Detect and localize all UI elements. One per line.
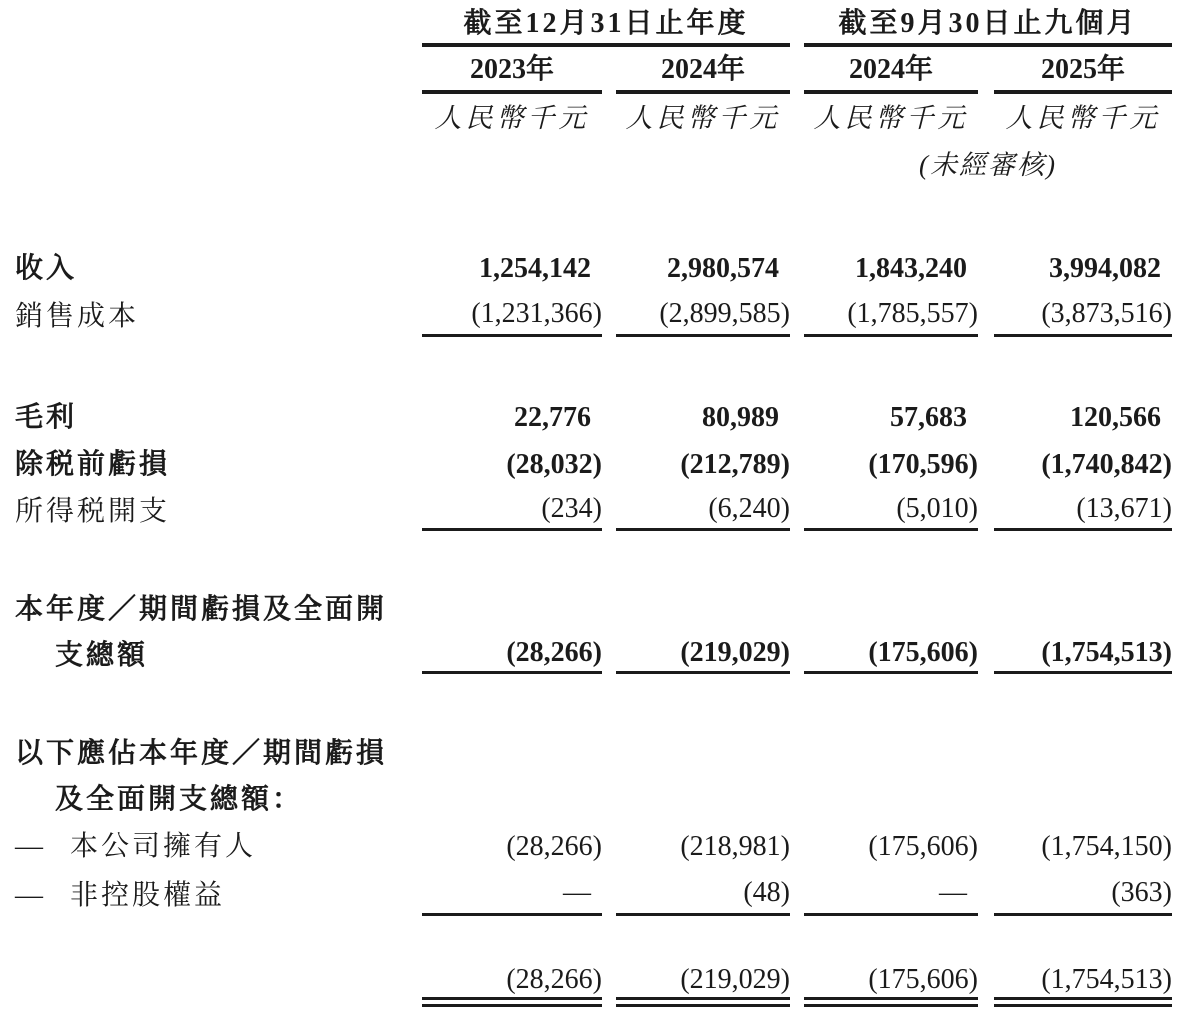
row-label: 除税前虧損: [15, 449, 171, 480]
row-label: — 本公司擁有人: [15, 831, 257, 862]
value-cell: 1,843,240: [855, 253, 967, 284]
value-cell: 2,980,574: [667, 253, 779, 284]
value-cell: —: [422, 873, 602, 916]
value-cell: (175,606): [868, 831, 978, 862]
table-row-attributable-heading-line1: [0, 731, 1172, 777]
value-cell: 57,683: [890, 402, 967, 433]
unit-header-col3: 人民幣千元: [813, 103, 969, 133]
value-cell: (234): [422, 490, 602, 531]
value-cell: (1,740,842): [1041, 449, 1172, 480]
unaudited-note-row: [0, 142, 1172, 188]
value-cell: (1,785,557): [804, 294, 978, 337]
row-label: 收入: [15, 253, 78, 284]
column-group-year-ended-dec31: 截至12月31日止年度: [422, 1, 790, 47]
row-label: 本年度／期間虧損及全面開: [15, 594, 388, 625]
value-cell: (28,266): [422, 635, 602, 674]
column-group-header-row: [0, 0, 1172, 47]
table-row-cost-of-sales: [0, 292, 1172, 337]
section-heading-continued: 及全面開支總額：: [55, 784, 304, 815]
spacer: [0, 188, 1172, 245]
value-cell: 3,994,082: [1049, 253, 1161, 284]
table-row-attributable-heading-line2: [0, 777, 1172, 823]
unaudited-note: (未經審核): [919, 150, 1057, 180]
value-cell: 1,254,142: [479, 253, 591, 284]
table-row-total-loss: [0, 632, 1172, 674]
value-cell: (3,873,516): [994, 294, 1172, 337]
value-cell: (48): [616, 873, 790, 916]
value-cell: 80,989: [702, 402, 779, 433]
value-cell: (218,981): [680, 831, 790, 862]
value-cell: 22,776: [514, 402, 591, 433]
row-label: — 非控股權益: [15, 880, 226, 911]
value-cell: 120,566: [1070, 402, 1161, 433]
value-cell: (175,606): [804, 635, 978, 674]
value-cell: (219,029): [616, 963, 790, 1007]
value-cell: (28,266): [506, 831, 602, 862]
row-label-continued: 支總額: [55, 640, 149, 671]
spacer: [0, 337, 1172, 394]
value-cell: (1,754,513): [994, 963, 1172, 1007]
value-cell: (5,010): [804, 490, 978, 531]
spacer: [0, 531, 1172, 584]
row-label: 銷售成本: [15, 301, 140, 332]
value-cell: (219,029): [616, 635, 790, 674]
column-group-nine-months-sep30: 截至9月30日止九個月: [804, 1, 1172, 47]
value-cell: (13,671): [994, 490, 1172, 531]
unit-header-col1: 人民幣千元: [434, 103, 590, 133]
table-row-owners-of-the-company: [0, 823, 1172, 871]
year-header-2023: 2023年: [422, 47, 602, 94]
table-row-total-loss-label-line1: [0, 584, 1172, 632]
value-cell: (1,231,366): [422, 294, 602, 337]
table-row-gross-profit: [0, 394, 1172, 441]
value-cell: (28,032): [506, 449, 602, 480]
value-cell: (170,596): [868, 449, 978, 480]
year-header-2024-9m: 2024年: [804, 47, 978, 94]
row-label: 毛利: [15, 402, 78, 433]
row-label: 所得税開支: [15, 496, 171, 527]
table-row-revenue: [0, 245, 1172, 292]
unit-header-col2: 人民幣千元: [625, 103, 781, 133]
spacer: [0, 916, 1172, 960]
value-cell: (1,754,150): [1041, 831, 1172, 862]
table-row-income-tax-expense: [0, 488, 1172, 531]
year-header-row: [0, 47, 1172, 93]
section-heading: 以下應佔本年度／期間虧損: [15, 738, 388, 769]
value-cell: —: [804, 873, 978, 916]
value-cell: (363): [994, 873, 1172, 916]
year-header-2024-full: 2024年: [616, 47, 790, 94]
unit-header-row: [0, 93, 1172, 142]
value-cell: (2,899,585): [616, 294, 790, 337]
value-cell: (212,789): [680, 449, 790, 480]
table-row-grand-total: [0, 960, 1172, 1007]
table-row-loss-before-tax: [0, 441, 1172, 488]
table-row-non-controlling-interests: [0, 871, 1172, 916]
spacer: [0, 674, 1172, 731]
unit-header-col4: 人民幣千元: [1005, 103, 1161, 133]
value-cell: (6,240): [616, 490, 790, 531]
value-cell: (175,606): [804, 963, 978, 1007]
value-cell: (28,266): [422, 963, 602, 1007]
value-cell: (1,754,513): [994, 635, 1172, 674]
year-header-2025-9m: 2025年: [994, 47, 1172, 94]
